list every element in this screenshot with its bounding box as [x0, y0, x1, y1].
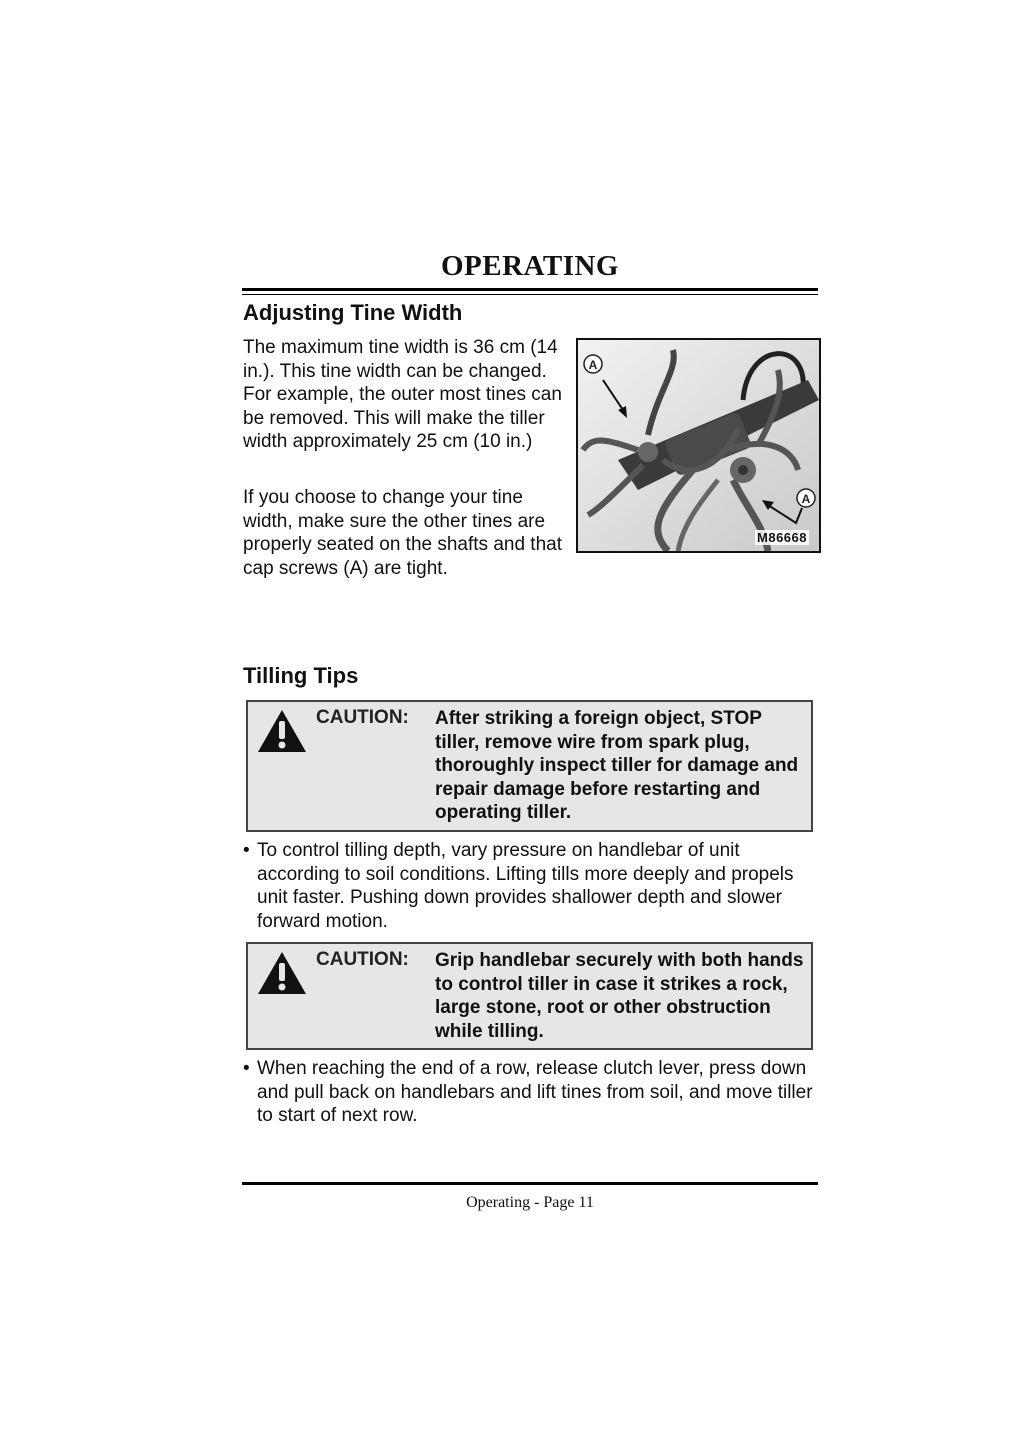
callout-label-bottom: A: [801, 492, 811, 506]
caution-text: Grip handlebar securely with both hands to control tiller in case it strikes a rock, large stone, root or other obstruction while tilling.: [435, 950, 804, 1042]
tiller-tines-illustration: [578, 340, 819, 551]
tip-text: To control tilling depth, vary pressure on handlebar of unit according to soil conditions. Lifting tills more deeply and propels unit faster. Pushing down provides shallower depth and slower forward motion.: [257, 840, 794, 932]
title-rule-thin: [242, 294, 818, 295]
warning-triangle-icon: [256, 950, 308, 996]
caution-text: After striking a foreign object, STOP tiller, remove wire from spark plug, thoroughly inspect tiller for damage and repair damage before restarting and operating tiller.: [435, 708, 799, 824]
title-rule: [242, 288, 818, 291]
tip-bullet-end-of-row: [243, 1057, 818, 1128]
footer-rule: [242, 1182, 818, 1185]
warning-triangle-icon: [256, 708, 308, 754]
page-title: OPERATING: [441, 250, 619, 282]
caution-box-grip: [246, 942, 813, 1050]
callout-label-top: A: [588, 358, 598, 372]
tiller-tines-figure: [576, 338, 821, 553]
figure-id: M86668: [757, 530, 807, 545]
bullet-dot: •: [243, 1058, 250, 1079]
tip-text: When reaching the end of a row, release clutch lever, press down and pull back on handlebars and lift tines from soil, and move tiller to start of next row.: [257, 1058, 813, 1127]
page-footer: Operating - Page 11: [466, 1194, 594, 1211]
adjusting-paragraph-2: If you choose to change your tine width, make sure the other tines are properly seated on the shafts and that cap screws (A) are tight.: [243, 487, 562, 579]
section-heading-adjusting: Adjusting Tine Width: [243, 300, 463, 325]
caution-label: CAUTION:: [316, 707, 409, 728]
caution-box-foreign-object: [246, 700, 813, 832]
section-heading-tilling: Tilling Tips: [243, 663, 359, 688]
adjusting-paragraph-1: The maximum tine width is 36 cm (14 in.). This tine width can be changed. For example, the outer most tines can be removed. This will make the tiller width approximately 25 cm (10 in.): [243, 337, 562, 453]
caution-label: CAUTION:: [316, 949, 409, 970]
tip-bullet-depth: [243, 839, 818, 933]
bullet-dot: •: [243, 840, 250, 861]
